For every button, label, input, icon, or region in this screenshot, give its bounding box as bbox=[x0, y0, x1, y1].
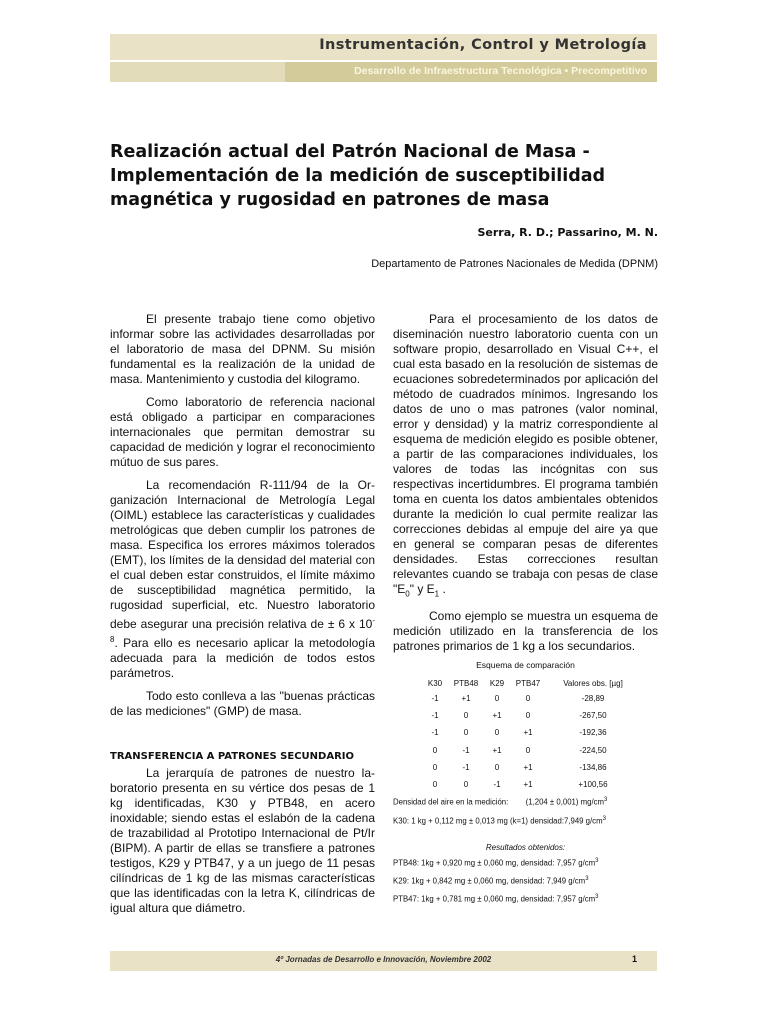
scheme-title: Esquema de comparación bbox=[476, 660, 575, 670]
table-row: 0 -1 0 +1 -134,86 bbox=[432, 762, 607, 772]
table-row: -1 0 0 +1 -192,36 bbox=[431, 728, 607, 738]
paragraph: Todo esto conlleva a las "buenas prácticas de las mediciones" (GMP) de masa. bbox=[110, 689, 375, 718]
header-subbar bbox=[110, 62, 657, 82]
paragraph: La recomendación R-111/94 de la Organización Internacional de Metrología Legal (OIML) establece las características y cualidades metrológicas que deben cumplir los patrones de masa. Especifica los errores máximos tolerados (EMT), los límites de la densidad del material con el cual deben estar construidos, el límite máximo de susceptibilidad magnética permitido, la rugosidad superficial, etc. Nuestro laboratorio debe asegurar una precisión relativa de ± 6 x $10^{-8}$. Para ello es necesario aplicar la metodología adecuada para la medición de todos estos parámetros. bbox=[110, 478, 375, 680]
col-header: K29 bbox=[489, 678, 505, 688]
result-line: K29: 1kg + 0,842 mg ± 0,060 mg, densidad: 7,949 $g/cm^3$ bbox=[393, 875, 589, 886]
header-title: Instrumentación, Control y Metrología bbox=[319, 37, 647, 53]
header-subtitle: Desarrollo de Infraestructura Tecnológica • Precompetitivo bbox=[354, 65, 647, 77]
paper-authors: Serra, R. D.; Passarino, M. N. bbox=[477, 226, 658, 239]
table-row: 0 -1 +1 0 -224,50 bbox=[432, 745, 607, 755]
paragraph: Para el procesamiento de los datos de diseminación nuestro laboratorio cuenta con un software propio, desarrollado en Visual C++, el cual esta basado en la resolución de sistemas de ecuaciones sobredeterminados por aplicación del método de cuadrados mínimos. Ingresando los datos de uno o mas patrones (valor nominal, error y densidad) y la matriz correspondiente al esquema de medición elegido es posible obtener, a partir de las comparaciones individuales, los valores de todas las incógnitas con sus respectivas incertidumbres. El programa también toma en cuenta los datos ambientales obtenidos durante la medición lo cual permite realizar las correcciones debidas al empuje del aire ya que en general se comparan pesas de diferentes densidades. Estas correcciones resultan relevantes cuando se trabaja con pesas de clase "$E_0$" y $E_1$ . bbox=[393, 312, 658, 599]
section-heading: TRANSFERENCIA A PATRONES SECUNDARIO bbox=[110, 751, 354, 762]
footer-bar bbox=[110, 951, 657, 971]
comparison-table bbox=[422, 676, 640, 793]
col-header: Valores obs. [µg] bbox=[563, 678, 623, 688]
header-subbar-left bbox=[110, 62, 285, 82]
col-header: K30 bbox=[427, 678, 443, 688]
paragraph: Como laboratorio de referencia nacional está obligado a participar en comparaciones internacionales que permitan demostrar su capacidad de medición y lograr el reconocimiento mútuo de sus pares. bbox=[110, 395, 375, 469]
table-header-row bbox=[422, 676, 640, 690]
paper-title: Realización actual del Patrón Nacional de Masa - Implementación de la medición de susceptibilidad magnética y rugosidad en patrones de masa bbox=[110, 142, 606, 210]
page-number: 1 bbox=[631, 954, 637, 964]
k30-line: K30: 1 kg + 0,112 mg ± 0,013 mg (k=1) densidad:7,949 $g/cm^3$ bbox=[393, 815, 606, 826]
left-column bbox=[110, 312, 375, 924]
paragraph: La jerarquía de patrones de nuestro laboratorio presenta en su vértice dos pesas de 1 kg identificadas, K30 y PTB48, en acero inoxidable; siendo estas el eslabón de la cadena de trazabilidad al Prototipo Internacional de Pt/Ir (BIPM). A partir de ellas se transfiere a patrones testigos, K29 y PTB47, y a un juego de 11 pesas cilíndricas de 1 kg de las mismas características que las identificadas con la letra K, cilíndricas de igual altura que diámetro. bbox=[110, 766, 375, 915]
col-header: PTB47 bbox=[515, 678, 541, 688]
col-header: PTB48 bbox=[453, 678, 479, 688]
header-bar bbox=[110, 34, 657, 60]
result-line: PTB48: 1kg + 0,920 mg ± 0,060 mg, densidad: 7,957 $g/cm^3$ bbox=[393, 858, 599, 868]
air-density-line: Densidad del aire en la medición: (1,204 ± 0,001) $mg/cm^3$ bbox=[393, 797, 608, 807]
table-row: -1 +1 0 0 -28,89 bbox=[431, 694, 605, 704]
result-line: PTB47: 1kg + 0,781 mg ± 0,060 mg, densidad: 7,957 $g/cm^3$ bbox=[393, 893, 599, 904]
paragraph: Como ejemplo se muestra un esquema de medición utilizado en la transferencia de los patrones primarios de 1 kg a los secundarios. bbox=[393, 609, 658, 654]
comparison-scheme bbox=[393, 660, 658, 911]
right-column bbox=[393, 312, 658, 662]
table-row: 0 0 -1 +1 +100,56 bbox=[432, 780, 608, 790]
table-row: -1 0 +1 0 -267,50 bbox=[431, 711, 607, 721]
footer-text: 4º Jornadas de Desarrollo e Innovación, Noviembre 2002 bbox=[275, 955, 492, 964]
paper-department: Departamento de Patrones Nacionales de Medida (DPNM) bbox=[371, 258, 658, 270]
paragraph: El presente trabajo tiene como objetivo informar sobre las actividades desarrolladas por el laboratorio de masa del DPNM. Su misión fundamental es la realización de la unidad de masa. Mantenimiento y custodia del kilogramo. bbox=[110, 312, 375, 386]
results-title: Resultados obtenidos: bbox=[485, 843, 566, 853]
